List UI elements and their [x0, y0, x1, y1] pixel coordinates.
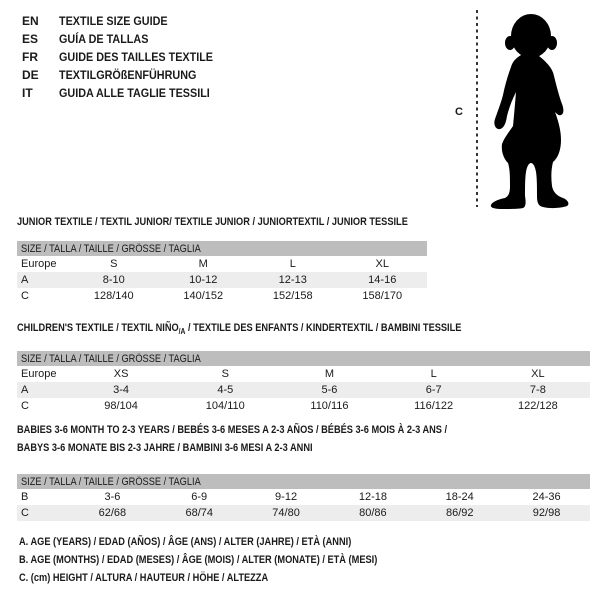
language-row-en	[22, 12, 230, 30]
baby-silhouette-icon	[450, 8, 590, 212]
language-label: GUÍA DE TALLAS	[59, 32, 149, 46]
row-label: A	[21, 274, 29, 286]
row-label: Europe	[21, 368, 57, 380]
table-row-age	[17, 272, 427, 288]
size-cell: 24-36	[532, 491, 561, 503]
measure-label-c: C	[455, 106, 463, 118]
size-cell: 12-13	[278, 274, 307, 286]
size-cell: 12-18	[358, 491, 387, 503]
size-cell: 10-12	[189, 274, 218, 286]
language-label: TEXTILGRÖßENFÜHRUNG	[59, 68, 197, 82]
table-row-height	[17, 288, 427, 304]
size-cell: 6-9	[191, 491, 208, 503]
children-size-table	[17, 351, 590, 414]
language-row-es	[22, 30, 230, 48]
size-header-row	[17, 351, 590, 366]
table-title-text: JUNIOR TEXTILE / TEXTIL JUNIOR/ TEXTILE JUNIOR / JUNIORTEXTIL / JUNIOR TESSILE	[17, 216, 408, 228]
size-cell: L	[289, 258, 296, 270]
language-row-fr	[22, 48, 230, 66]
size-cell: 158/170	[362, 290, 403, 302]
table-row-europe	[17, 366, 590, 382]
table-title-line2: BABYS 3-6 MONATE BIS 2-3 JAHRE / BAMBINI 3-6 MESI A 2-3 ANNI	[17, 442, 313, 454]
footnote-a	[19, 536, 446, 554]
size-cell: 122/128	[517, 400, 558, 412]
size-cell: 14-16	[368, 274, 397, 286]
size-cell: 98/104	[104, 400, 138, 412]
language-label: GUIDE DES TAILLES TEXTILE	[59, 50, 214, 64]
row-label: C	[21, 507, 29, 519]
size-cell: M	[198, 258, 208, 270]
size-cell: 116/122	[414, 400, 454, 412]
language-code: ES	[22, 32, 39, 46]
size-cell: 152/158	[272, 290, 313, 302]
row-label: A	[21, 384, 29, 396]
size-cell: S	[110, 258, 118, 270]
size-cell: 92/98	[532, 507, 561, 519]
size-cell: 6-7	[425, 384, 442, 396]
table-title-line1: BABIES 3-6 MONTH TO 2-3 YEARS / BEBÉS 3-6 MESES A 2-3 AÑOS / BÉBÉS 3-6 MOIS À 2-3 ANS /	[17, 424, 448, 436]
size-header-row	[17, 241, 427, 256]
junior-size-table	[17, 241, 427, 304]
language-label: TEXTILE SIZE GUIDE	[59, 14, 168, 28]
babies-size-table	[17, 474, 590, 521]
size-header-label: SIZE / TALLA / TAILLE / GRÖSSE / TAGLIA	[21, 475, 201, 488]
language-code: FR	[22, 50, 38, 64]
footnote-text: A. AGE (YEARS) / EDAD (AÑOS) / ÂGE (ANS) / ALTER (JAHRE) / ETÀ (ANNI)	[19, 536, 352, 548]
size-cell: 5-6	[321, 384, 338, 396]
language-row-it	[22, 84, 230, 102]
size-header-label: SIZE / TALLA / TAILLE / GRÖSSE / TAGLIA	[21, 352, 201, 365]
size-cell: 80/86	[359, 507, 387, 519]
size-cell: 3-6	[104, 491, 121, 503]
size-cell: 68/74	[185, 507, 213, 519]
language-row-de	[22, 66, 230, 84]
size-cell: XL	[375, 258, 389, 270]
footnote-b	[19, 554, 446, 572]
size-cell: XS	[113, 368, 129, 380]
row-label: B	[21, 491, 29, 503]
language-label: GUIDA ALLE TAGLIE TESSILI	[59, 86, 210, 100]
footnote-c	[19, 572, 446, 590]
table-row-months	[17, 489, 590, 505]
table-row-age	[17, 382, 590, 398]
language-code: EN	[22, 14, 39, 28]
size-cell: XL	[531, 368, 545, 380]
size-cell: 8-10	[102, 274, 125, 286]
row-label: Europe	[21, 258, 57, 270]
table-title-text	[17, 322, 461, 338]
size-cell: 18-24	[445, 491, 474, 503]
footnote-legend	[19, 536, 446, 590]
size-cell: 110/116	[310, 400, 349, 412]
size-cell: 128/140	[93, 290, 134, 302]
language-code: IT	[22, 86, 33, 100]
language-list	[22, 12, 230, 102]
size-cell: L	[430, 368, 437, 380]
size-cell: 140/152	[183, 290, 224, 302]
junior-table-title	[17, 216, 482, 229]
table-row-europe	[17, 256, 427, 272]
footnote-text: B. AGE (MONTHS) / EDAD (MESES) / ÂGE (MOIS) / ALTER (MONATE) / ETÀ (MESI)	[19, 554, 378, 566]
size-header-label: SIZE / TALLA / TAILLE / GRÖSSE / TAGLIA	[21, 242, 201, 255]
size-cell: 62/68	[98, 507, 127, 519]
size-cell: 3-4	[113, 384, 130, 396]
title-prefix: CHILDREN'S TEXTILE / TEXTIL NIÑO	[17, 322, 179, 334]
size-cell: M	[324, 368, 335, 380]
size-cell: S	[221, 368, 229, 380]
title-subscript: /A	[178, 327, 186, 337]
babies-table-title	[17, 424, 529, 460]
row-label: C	[21, 400, 29, 412]
size-cell: 7-8	[529, 384, 546, 396]
size-cell: 104/110	[205, 400, 245, 412]
size-cell: 9-12	[275, 491, 298, 503]
children-table-title	[17, 322, 546, 338]
title-suffix: / TEXTILE DES ENFANTS / KINDERTEXTIL / BAMBINI TESSILE	[185, 322, 462, 334]
footnote-text: C. (cm) HEIGHT / ALTURA / HAUTEUR / HÖHE / ALTEZZA	[19, 572, 269, 584]
size-cell: 4-5	[217, 384, 234, 396]
table-row-height	[17, 505, 590, 521]
table-row-height	[17, 398, 590, 414]
size-cell: 86/92	[445, 507, 474, 519]
language-code: DE	[22, 68, 39, 82]
height-measure-figure	[450, 8, 590, 212]
size-cell: 74/80	[272, 507, 300, 519]
row-label: C	[21, 290, 29, 302]
size-header-row	[17, 474, 590, 489]
